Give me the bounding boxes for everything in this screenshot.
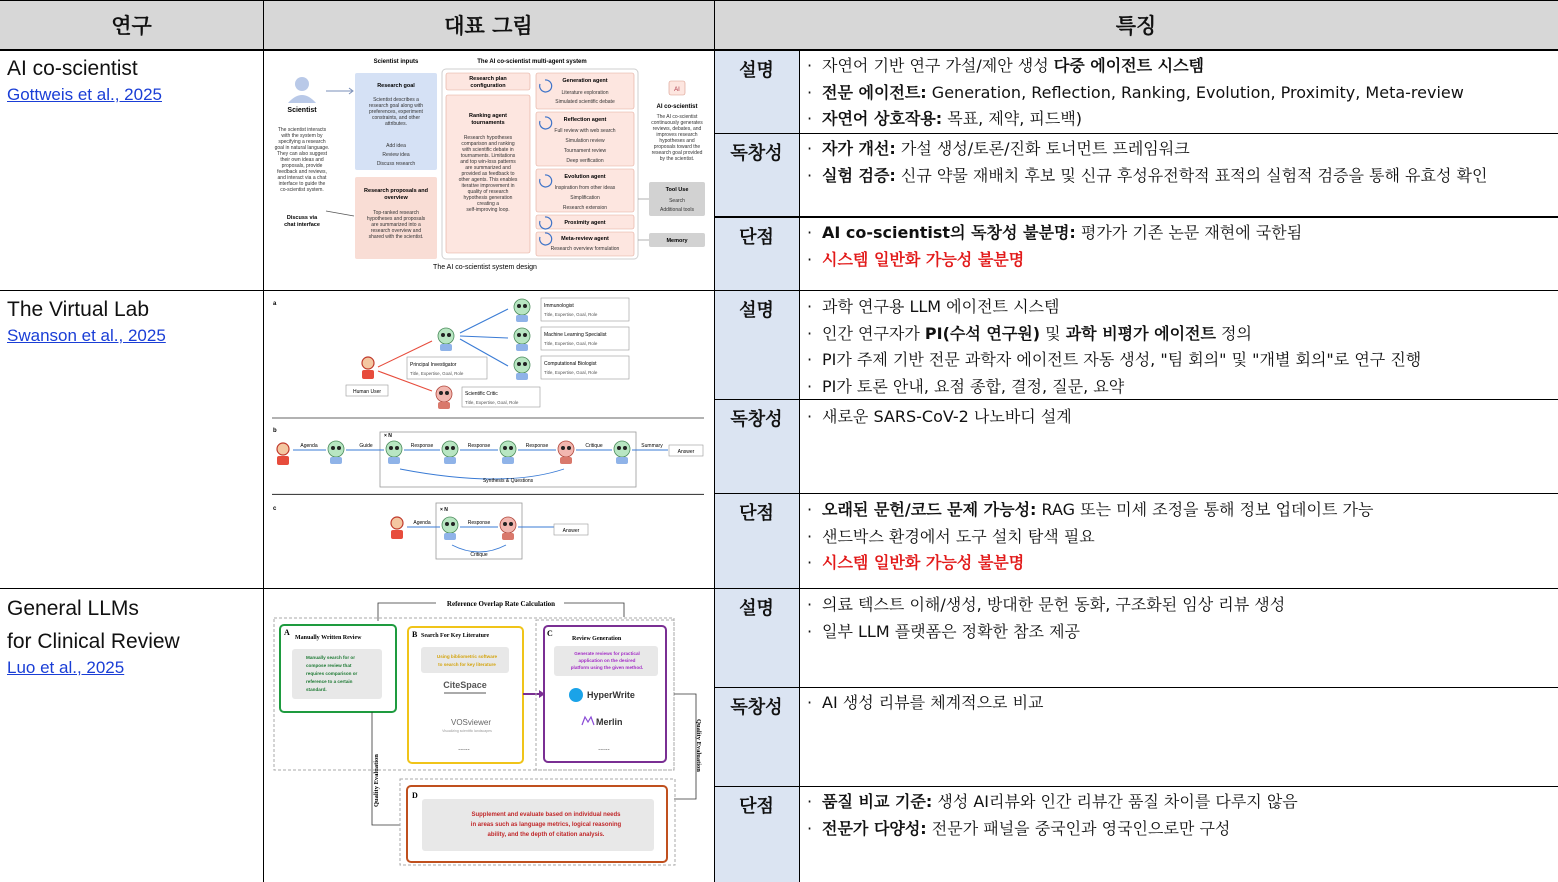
bullet-item — [807, 220, 1558, 247]
fig-text: AI co-scientist — [656, 104, 698, 110]
bullet-dot: · — [807, 595, 813, 614]
bullet-text: 실험 검증: — [822, 165, 896, 185]
fig-text: co-scientist system. — [280, 187, 324, 193]
fig-text: Proximity agent — [564, 220, 606, 226]
label-cell: 독창성 — [714, 687, 799, 786]
fig-text: Title, Expertise, Goal, Role — [410, 371, 464, 376]
fig-text: Summary — [641, 443, 663, 449]
fig-text: quality of research — [467, 189, 509, 195]
bullet-item — [807, 53, 1558, 80]
citation-link[interactable]: Luo et al., 2025 — [7, 658, 125, 677]
fig-text: Top-ranked research — [373, 210, 419, 216]
fig-text: Discuss via — [286, 215, 318, 221]
fig-text: Ranking agent — [469, 113, 507, 119]
fig-text: ...... — [598, 745, 610, 752]
bullet-dot: · — [807, 621, 813, 641]
label-cell: 설명 — [714, 290, 799, 399]
bullet-dot: · — [807, 553, 813, 572]
fig-text: compose review that — [306, 663, 352, 668]
fig-text: Scientific Critic — [465, 391, 498, 397]
fig-text: in areas such as language metrics, logical reasoning — [470, 822, 622, 828]
fig-text: Title, Expertise, Goal, Role — [465, 400, 519, 405]
bullet-item — [807, 294, 1558, 321]
fig-text: requires comparison or — [306, 671, 358, 676]
pi-bot-icon — [614, 441, 630, 464]
figure-ai-coscientist — [264, 51, 714, 290]
bullet-dot: · — [807, 139, 813, 158]
fig-text: Response — [467, 520, 491, 526]
bullet-dot: · — [807, 109, 813, 128]
agent-evolution — [536, 169, 634, 212]
fig-text: C — [547, 629, 553, 638]
fig-text: Search For Key Literature — [421, 633, 490, 639]
vosviewer-logo: VOSviewer — [450, 718, 492, 727]
bullet-text: 과학 연구용 LLM 에이전트 시스템 — [822, 297, 1060, 316]
fig-text: b — [273, 428, 277, 434]
fig-text: AI — [674, 87, 680, 93]
bullet-item — [807, 404, 1558, 431]
bullet-dot: · — [807, 818, 813, 838]
bullet-list — [799, 220, 1558, 273]
bullet-item — [807, 136, 1558, 163]
fig-text: Inspiration from other ideas — [554, 185, 616, 191]
fig-text: Simplification — [570, 195, 600, 201]
fig-text: improves research — [656, 132, 698, 138]
fig-text: tournaments. Limitations — [460, 153, 516, 159]
fig-text: application on the desired — [578, 658, 636, 663]
label-cell: 단점 — [714, 217, 799, 290]
fig-text: proposals, provide — [281, 163, 323, 169]
fig-text: Using bibliometric software — [436, 654, 498, 659]
bullet-text: 일부 LLM 플랫폼은 정확한 참조 제공 — [822, 621, 1080, 641]
fig-text: Generate reviews for practical — [574, 651, 640, 656]
bullet-item — [807, 163, 1558, 190]
fig-text: are summarized and — [465, 165, 511, 171]
fig-text: Review Generation — [572, 636, 622, 642]
bullet-item — [807, 374, 1558, 401]
bullet-text: 인간 연구자가 — [822, 323, 925, 343]
fig-text: B — [412, 630, 418, 639]
bullet-text: 시스템 일반화 가능성 불분명 — [822, 553, 1025, 572]
fig-text: creating a — [477, 201, 499, 207]
human-user-icon — [277, 443, 289, 465]
fig-text: Critique — [470, 552, 488, 558]
fig-text: × N — [384, 433, 392, 439]
fig-text: other agents. This enables — [458, 177, 518, 183]
fig-text: with the system by — [281, 133, 323, 139]
fig-text: Scientist inputs — [373, 59, 419, 65]
fig-text: ability, and the depth of citation analysis. — [487, 832, 605, 838]
pi-bot-icon — [328, 441, 344, 464]
fig-text: hypotheses and proposals — [366, 216, 426, 222]
fig-text: research goal provided — [651, 150, 703, 156]
bullet-text: AI co-scientist의 독창성 불분명: — [822, 223, 1076, 242]
bullet-text: 자가 개선: — [822, 139, 896, 158]
fig-text: Title, Expertise, Goal, Role — [544, 341, 598, 346]
fig-text: Manually search for or — [306, 655, 356, 660]
fig-text: comparison and ranking — [461, 141, 515, 147]
fig-text: They can also suggest — [276, 151, 328, 157]
bullet-text: 품질 비교 기준: — [822, 792, 933, 811]
label-cell: 단점 — [714, 786, 799, 882]
bullet-dot: · — [807, 350, 813, 369]
fig-text: Evolution agent — [564, 174, 606, 180]
bullet-text: 정의 — [1215, 323, 1252, 343]
bullet-list — [799, 53, 1558, 133]
bullet-dot: · — [807, 82, 813, 102]
fig-text: a — [273, 301, 277, 307]
expert-bot-icon — [514, 328, 530, 351]
fig-text: Research overview formulation — [550, 246, 620, 252]
bullet-text: 의료 텍스트 이해/생성, 방대한 문헌 동화, 구조화된 임상 리뷰 생성 — [822, 595, 1286, 614]
label-cell: 독창성 — [714, 133, 799, 217]
bullet-text: PI(수석 연구원) — [924, 323, 1041, 343]
fig-text: reviews, debates, and — [652, 126, 702, 132]
fig-caption: The AI co-scientist system design — [433, 264, 537, 271]
fig-text: Synthesis & Questions — [482, 478, 534, 484]
fig-text: Literature exploration — [561, 90, 609, 96]
fig-text: provided as feedback to — [461, 171, 515, 177]
fig-text: platform using the given method. — [570, 665, 644, 670]
fig-text: Reflection agent — [563, 117, 607, 123]
bullet-text: 다중 에이전트 시스템 — [1053, 56, 1204, 75]
bullet-text: 자연어 상호작용: — [822, 109, 943, 128]
fig-text: Critique — [585, 443, 603, 449]
fig-text: feedback and reviews, — [277, 169, 327, 175]
critic-bot-icon — [500, 517, 516, 540]
fig-text: Answer — [562, 528, 580, 534]
fig-text: hypotheses and — [659, 138, 695, 144]
study-name: AI co-scientist — [7, 57, 138, 80]
fig-text: Research plan — [469, 76, 507, 82]
fig-text: Title, Expertise, Goal, Role — [544, 370, 598, 375]
fig-text: Research extension — [562, 205, 608, 211]
bullet-item — [807, 321, 1558, 348]
bullet-text: 신규 약물 재배치 후보 및 신규 후성유전학적 표적의 실험적 검증을 통해 유효성 확인 — [895, 165, 1488, 185]
bullet-text: 샌드박스 환경에서 도구 설치 탐색 필요 — [822, 526, 1095, 546]
fig-text: specifying a research — [278, 139, 326, 145]
header-col-features: 특징 — [714, 0, 1558, 50]
fig-text: Manually Written Review — [295, 635, 362, 641]
bullet-text: Generation, Reflection, Ranking, Evolution, Proximity, Meta-review — [926, 82, 1464, 102]
bullet-dot: · — [807, 526, 813, 546]
fig-text: Response — [525, 443, 549, 449]
fig-text: The AI co-scientist — [656, 114, 698, 120]
label-cell: 설명 — [714, 588, 799, 687]
fig-text: Add idea — [386, 143, 406, 149]
bullet-text: 전문가 다양성: — [822, 818, 927, 838]
fig-text: Tournament review — [563, 148, 607, 154]
bullet-text: 가설 생성/토론/진화 토너먼트 프레임워크 — [895, 139, 1190, 158]
citespace-logo: CiteSpace — [443, 680, 487, 690]
bullet-text: 시스템 일반화 가능성 불분명 — [822, 249, 1025, 269]
bullet-list — [799, 497, 1558, 577]
label-cell: 단점 — [714, 493, 799, 588]
fig-text: Response — [467, 443, 491, 449]
bullet-item — [807, 690, 1558, 717]
fig-text: shared with the scientist. — [368, 234, 424, 240]
bullet-text: PI가 주제 기반 전문 과학자 에이전트 자동 생성, "팀 회의" 및 "개별 회의"로 연구 진행 — [822, 350, 1422, 369]
bullet-list — [799, 789, 1558, 842]
fig-text: Scientist describes a — [373, 97, 419, 103]
fig-text: standard. — [306, 687, 327, 692]
fig-text: A — [284, 628, 290, 637]
fig-text: Human User — [352, 389, 382, 395]
human-user-icon — [391, 517, 403, 539]
bullet-dot: · — [807, 500, 813, 519]
fig-text: Tool Use — [665, 187, 689, 193]
expert-bot-icon — [500, 441, 516, 464]
critic-bot-icon — [558, 441, 574, 464]
bullet-text: 자연어 기반 연구 가설/제안 생성 — [822, 56, 1054, 75]
figure-clinical-review — [264, 589, 714, 882]
fig-text: research overview and — [370, 228, 422, 234]
bullet-item — [807, 106, 1558, 133]
study-cell — [7, 592, 257, 678]
fig-text: Research hypotheses — [463, 135, 513, 141]
fig-text: Computational Biologist — [544, 361, 597, 367]
fig-text: Memory — [666, 238, 688, 244]
study-name: for Clinical Review — [7, 630, 180, 653]
fig-text: to search for key literature — [438, 662, 496, 667]
bullet-item — [807, 247, 1558, 274]
fig-text: Immunologist — [544, 303, 574, 309]
fig-text: with scientific debate in — [462, 147, 514, 153]
fig-text: Review idea — [382, 152, 410, 158]
fig-text: tournaments — [471, 120, 505, 126]
bullet-item — [807, 816, 1558, 843]
citation-link[interactable]: Swanson et al., 2025 — [7, 326, 166, 345]
bullet-text: RAG 또는 미세 조정을 통해 정보 업데이트 가능 — [1036, 500, 1374, 519]
label-cell: 설명 — [714, 50, 799, 133]
fig-text: chat interface — [284, 222, 320, 228]
fig-text: Full review with web search — [554, 128, 616, 134]
fig-text: The AI co-scientist multi-agent system — [477, 59, 587, 65]
fig-text: goal in natural language. — [274, 145, 330, 151]
fig-text: preferences, experiment — [369, 109, 423, 115]
bullet-text: 과학 비평가 에이전트 — [1065, 323, 1216, 343]
bullet-dot: · — [807, 165, 813, 185]
fig-text: overview — [384, 195, 408, 201]
scientist-label: Scientist — [287, 107, 317, 114]
fig-text: and interact via a chat — [277, 175, 327, 181]
fig-text: Agenda — [300, 443, 318, 449]
bullet-dot: · — [807, 56, 813, 75]
fig-text: Guide — [359, 443, 373, 449]
study-name: General LLMs — [7, 597, 139, 620]
bullet-text: 목표, 제약, 피드백) — [942, 109, 1083, 128]
fig-text: Research proposals and — [364, 188, 428, 194]
bullet-item — [807, 550, 1558, 577]
label-cell: 독창성 — [714, 399, 799, 493]
bullet-text: 전문가 패널을 중국인과 영국인으로만 구성 — [926, 818, 1231, 838]
bullet-text: 전문 에이전트: — [822, 82, 927, 102]
fig-text: their own ideas and — [280, 157, 324, 163]
header-col-figure: 대표 그림 — [263, 0, 714, 50]
bullet-text: AI 생성 리뷰를 체계적으로 비교 — [822, 693, 1044, 712]
header-col-study: 연구 — [0, 0, 263, 50]
fig-text: Agenda — [413, 520, 431, 526]
fig-text: c — [273, 506, 277, 512]
fig-text: by the scientist. — [659, 156, 695, 162]
fig-text: attributes. — [385, 121, 407, 127]
study-cell — [7, 52, 257, 105]
fig-text: D — [412, 791, 418, 800]
bullet-dot: · — [807, 693, 813, 712]
critic-bot-icon — [436, 386, 452, 409]
fig-text: ...... — [458, 745, 470, 752]
bullet-dot: · — [807, 323, 813, 343]
pi-bot-icon — [386, 441, 402, 464]
bullet-dot: · — [807, 297, 813, 316]
bullet-item — [807, 789, 1558, 816]
hyperwrite-logo: HyperWrite — [587, 690, 635, 700]
fig-text: × N — [440, 507, 448, 513]
expert-bot-icon — [442, 517, 458, 540]
fig-text: are summarized into a — [371, 222, 421, 228]
bullet-dot: · — [807, 249, 813, 269]
expert-bot-icon — [514, 299, 530, 322]
agent-generation — [536, 73, 634, 109]
bullet-text: PI가 토론 안내, 요점 종합, 결정, 질문, 요약 — [822, 376, 1125, 396]
bullet-item — [807, 619, 1558, 646]
study-name: The Virtual Lab — [7, 298, 150, 321]
bullet-list — [799, 136, 1558, 189]
study-cell — [7, 293, 257, 346]
bullet-dot: · — [807, 407, 813, 426]
fig-text: reference to a certain — [306, 679, 353, 684]
fig-text: proposals toward the — [653, 144, 701, 150]
fig-text: self-improving loop. — [466, 207, 510, 213]
expert-bot-icon — [514, 357, 530, 380]
fig-text: Title, Expertise, Goal, Role — [544, 312, 598, 317]
bullet-text: 평가가 기존 논문 재현에 국한됨 — [1075, 223, 1303, 242]
fig-text: Quality Evaluation — [695, 719, 702, 772]
fig-text: The scientist interacts — [277, 127, 327, 133]
bullet-list — [799, 404, 1558, 431]
fig-text: Research goal — [377, 83, 415, 89]
bullet-list — [799, 592, 1558, 645]
bullet-text: 생성 AI리뷰와 인간 리뷰간 품질 차이를 다루지 않음 — [932, 792, 1298, 811]
bullet-text: 및 — [1040, 323, 1066, 343]
bullet-text: 새로운 SARS-CoV-2 나노바디 설계 — [822, 407, 1072, 426]
human-user-icon — [362, 357, 374, 379]
bullet-item — [807, 347, 1558, 374]
fig-text: Principal Investigator — [410, 362, 457, 368]
fig-text: Simulation review — [565, 138, 605, 144]
pi-bot-icon — [438, 328, 454, 351]
fig-text: Generation agent — [562, 78, 608, 84]
bullet-dot: · — [807, 376, 813, 396]
fig-text: and top win-loss patterns — [460, 159, 516, 165]
fig-text: constraints, and other — [371, 115, 421, 121]
expert-bot-icon — [442, 441, 458, 464]
bullet-item — [807, 80, 1558, 107]
bullet-item — [807, 524, 1558, 551]
fig-text: Search — [669, 198, 685, 204]
fig-text: Visualizing scientific landscapes — [442, 729, 492, 733]
figure-virtual-lab — [264, 291, 714, 588]
bullet-item — [807, 592, 1558, 619]
fig-text: Quality Evaluation — [373, 754, 380, 807]
hyperwrite-logo-icon — [569, 688, 583, 702]
fig-text: research goal along with — [368, 103, 424, 109]
fig-text: Deep verification — [566, 158, 604, 164]
merlin-logo: Merlin — [596, 717, 623, 727]
fig-text: hypothesis generation — [463, 195, 513, 201]
bullet-item — [807, 497, 1558, 524]
fig-text: Additional tools — [660, 207, 694, 213]
fig-text: Discuss research — [376, 161, 416, 167]
bullet-dot: · — [807, 223, 813, 242]
bullet-list — [799, 690, 1558, 717]
bullet-list — [799, 294, 1558, 400]
fig-text: Response — [410, 443, 434, 449]
fig-text: Answer — [677, 449, 695, 455]
fig-text: interface to guide the — [278, 181, 326, 187]
fig-text: continuously generates — [651, 120, 703, 126]
fig-text: Machine Learning Specialist — [544, 332, 607, 338]
bullet-dot: · — [807, 792, 813, 811]
fig-text: iterative improvement in — [461, 183, 515, 189]
fig-text: Simulated scientific debate — [555, 99, 615, 105]
fig-text: Meta-review agent — [561, 236, 609, 242]
citation-link[interactable]: Gottweis et al., 2025 — [7, 85, 162, 104]
fig-text: configuration — [470, 83, 506, 89]
fig-text: Supplement and evaluate based on individual needs — [471, 812, 621, 818]
bullet-text: 오래된 문헌/코드 문제 가능성: — [822, 500, 1037, 519]
fig-text: Reference Overlap Rate Calculation — [446, 600, 556, 608]
